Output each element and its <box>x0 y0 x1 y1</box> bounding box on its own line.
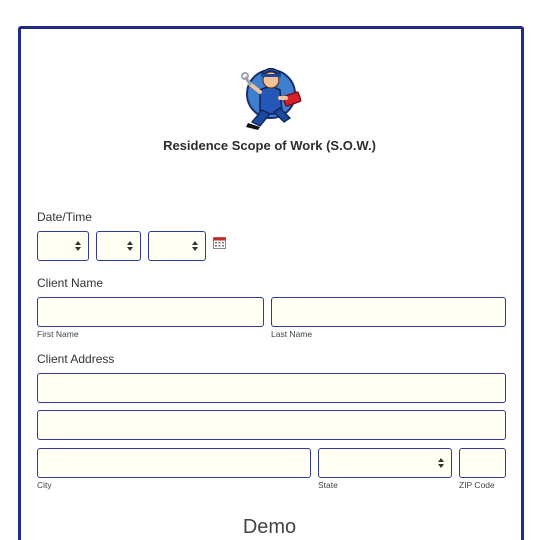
client-name-label: Client Name <box>37 276 104 290</box>
select-arrows-icon <box>192 241 198 253</box>
state-sublabel: State <box>318 480 338 490</box>
last-name-sublabel: Last Name <box>271 329 313 339</box>
first-name-input[interactable] <box>37 297 264 327</box>
address-line2-input[interactable] <box>37 410 506 440</box>
city-input[interactable] <box>37 448 311 478</box>
form-title: Residence Scope of Work (S.O.W.) <box>163 138 376 153</box>
address-line1-input[interactable] <box>37 373 506 403</box>
city-sublabel: City <box>37 480 52 490</box>
select-arrows-icon <box>438 458 444 470</box>
date-day-select[interactable] <box>96 231 141 261</box>
client-address-label: Client Address <box>37 352 115 366</box>
select-arrows-icon <box>127 241 133 253</box>
zip-code-input[interactable] <box>459 448 506 478</box>
select-arrows-icon <box>75 241 81 253</box>
plumber-mascot-logo-icon <box>234 60 308 134</box>
date-month-select[interactable] <box>37 231 89 261</box>
date-year-select[interactable] <box>148 231 206 261</box>
state-select[interactable] <box>318 448 452 478</box>
demo-label: Demo <box>242 516 297 538</box>
date-time-label: Date/Time <box>37 210 92 224</box>
first-name-sublabel: First Name <box>37 329 79 339</box>
zip-code-sublabel: ZIP Code <box>459 480 495 490</box>
last-name-input[interactable] <box>271 297 506 327</box>
calendar-icon[interactable] <box>213 236 226 249</box>
